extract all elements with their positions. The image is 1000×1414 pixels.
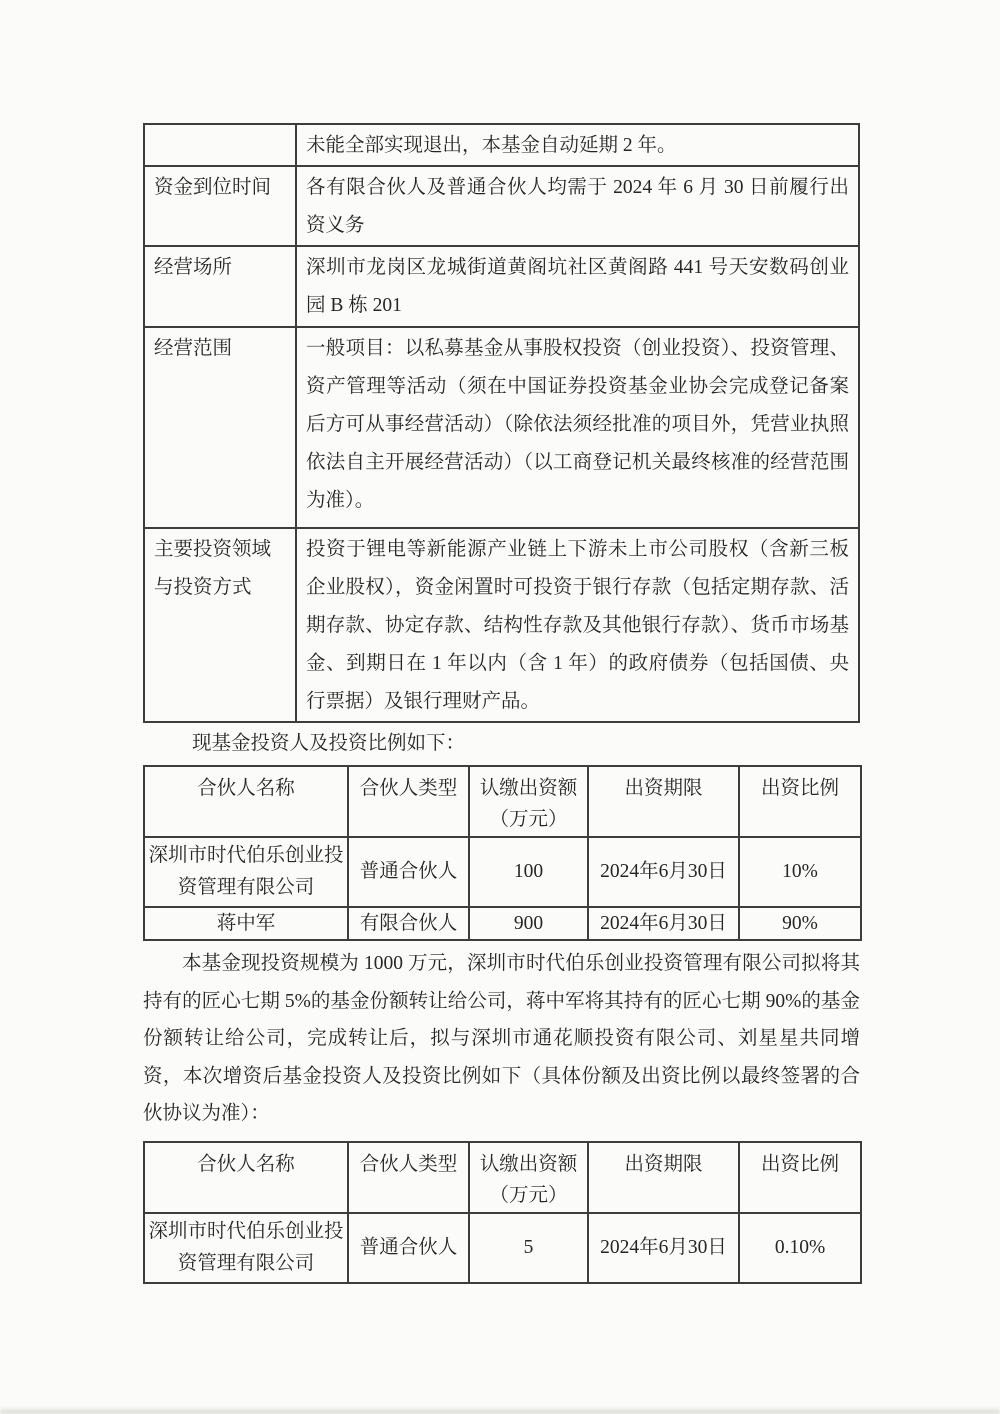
partner-type-cell: 有限合伙人 bbox=[348, 907, 469, 940]
amount-cell: 900 bbox=[469, 907, 588, 940]
header-partner-name: 合伙人名称 bbox=[144, 1142, 348, 1213]
info-row-content: 各有限合伙人及普通合伙人均需于 2024 年 6 月 30 日前履行出资义务 bbox=[296, 166, 859, 246]
info-label-text: 主要投资领域 bbox=[154, 539, 272, 560]
info-label-text: 与投资方式 bbox=[154, 577, 252, 598]
table-row bbox=[144, 124, 859, 166]
table-row bbox=[144, 907, 861, 940]
header-ratio: 出资比例 bbox=[739, 1142, 861, 1213]
transfer-paragraph: 本基金现投资规模为 1000 万元，深圳市时代伯乐创业投资管理有限公司拟将其持有的匠心七期 5%的基金份额转让给公司，蒋中军将其持有的匠心七期 90%的基金份额转让给公司，完成转让后，拟与深圳市通花顺投资有限公司、刘星星共同增资，本次增资后基金投资人及投资比例如下（具体份额及出资比例以最终签署的合伙协议为准）： bbox=[143, 953, 860, 1124]
table-row bbox=[144, 528, 859, 722]
table-row bbox=[144, 166, 859, 246]
ratio-cell: 90% bbox=[739, 907, 861, 940]
info-row-content: 一般项目：以私募基金从事股权投资（创业投资）、投资管理、资产管理等活动（须在中国证券投资基金业协会完成登记备案后方可从事经营活动）（除依法须经批准的项目外，凭营业执照依法自主开展经营活动）（以工商登记机关最终核准的经营范围为准）。 bbox=[296, 327, 859, 528]
header-partner-type: 合伙人类型 bbox=[348, 766, 469, 837]
current-investors-table bbox=[143, 765, 862, 941]
info-row-label bbox=[144, 166, 296, 246]
partner-type-cell: 普通合伙人 bbox=[348, 837, 469, 907]
header-amount-line1: 认缴出资额 bbox=[479, 778, 578, 799]
info-row-label bbox=[144, 246, 296, 327]
info-row-content: 投资于锂电等新能源产业链上下游未上市公司股权（含新三板企业股权），资金闲置时可投资于银行存款（包括定期存款、活期存款、协定存款、结构性存款及其他银行存款）、货币市场基金、到期日在 1 年以内（含 1 年）的政府债券（包括国债、央行票据）及银行理财产品。 bbox=[296, 528, 859, 722]
partner-name-cell: 蒋中军 bbox=[144, 907, 348, 940]
current-investors-intro: 现基金投资人及投资比例如下： bbox=[192, 733, 466, 754]
table-row bbox=[144, 837, 861, 907]
info-row-content: 深圳市龙岗区龙城街道黄阁坑社区黄阁路 441 号天安数码创业园 B 栋 201 bbox=[296, 246, 859, 327]
info-row-content: 未能全部实现退出，本基金自动延期 2 年。 bbox=[296, 124, 859, 166]
info-label-text: 资金到位时间 bbox=[154, 177, 272, 198]
table-row bbox=[144, 246, 859, 327]
header-deadline: 出资期限 bbox=[588, 766, 739, 837]
header-amount-line2: （万元） bbox=[489, 1184, 568, 1206]
header-subscribed-amount bbox=[469, 766, 588, 837]
header-amount-line1: 认缴出资额 bbox=[479, 1153, 578, 1175]
info-row-label bbox=[144, 327, 296, 528]
header-subscribed-amount bbox=[469, 1142, 588, 1213]
header-deadline: 出资期限 bbox=[588, 1142, 739, 1213]
table-row bbox=[144, 327, 859, 528]
table-header-row bbox=[144, 766, 861, 837]
ratio-cell: 10% bbox=[739, 837, 861, 907]
deadline-cell: 2024年6月30日 bbox=[588, 907, 739, 940]
fund-info-table bbox=[143, 123, 860, 723]
partner-name-cell: 深圳市时代伯乐创业投资管理有限公司 bbox=[144, 1213, 348, 1283]
partner-type-cell: 普通合伙人 bbox=[348, 1213, 469, 1283]
table-row bbox=[144, 1213, 861, 1283]
ratio-cell: 0.10% bbox=[739, 1213, 861, 1283]
header-amount-line2: （万元） bbox=[489, 809, 568, 830]
deadline-cell: 2024年6月30日 bbox=[588, 837, 739, 907]
info-label-text: 经营场所 bbox=[154, 257, 233, 278]
header-partner-type: 合伙人类型 bbox=[348, 1142, 469, 1213]
page-bottom-scan-artifact bbox=[0, 1407, 1000, 1414]
header-partner-name: 合伙人名称 bbox=[144, 766, 348, 837]
partner-name-cell: 深圳市时代伯乐创业投资管理有限公司 bbox=[144, 837, 348, 907]
info-row-label bbox=[144, 528, 296, 722]
document-content bbox=[143, 123, 860, 1284]
amount-cell: 5 bbox=[469, 1213, 588, 1283]
deadline-cell: 2024年6月30日 bbox=[588, 1213, 739, 1283]
post-increase-investors-table bbox=[143, 1141, 862, 1284]
header-ratio: 出资比例 bbox=[739, 766, 861, 837]
info-label-text: 经营范围 bbox=[154, 338, 233, 359]
table-header-row bbox=[144, 1142, 861, 1213]
amount-cell: 100 bbox=[469, 837, 588, 907]
info-row-label bbox=[144, 124, 296, 166]
